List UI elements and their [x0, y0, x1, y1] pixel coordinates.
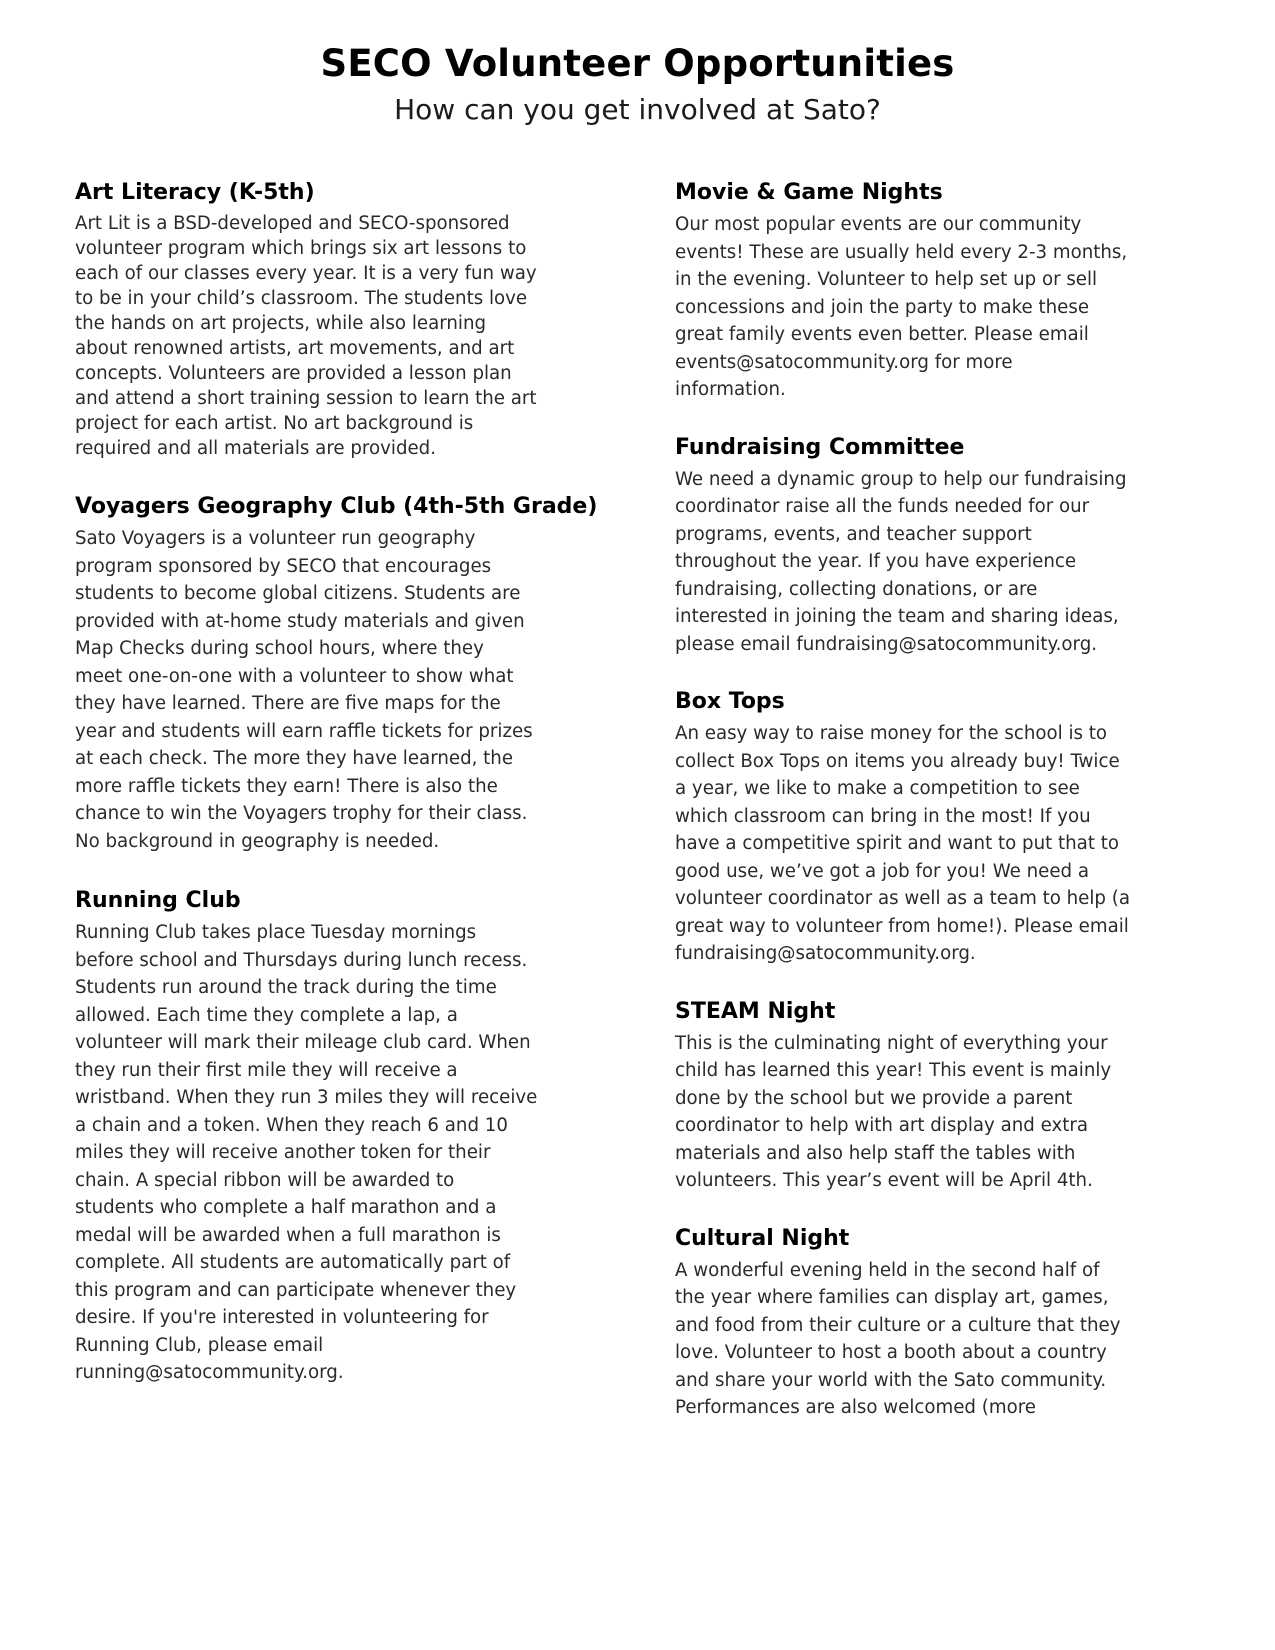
section-heading: Voyagers Geography Club (4th-5th Grade)	[75, 494, 598, 519]
section-heading: Cultural Night	[675, 1225, 850, 1251]
section-body: Running Club takes place Tuesday mornings before school and Thursdays during lunch recess. Students run around the track during the time allowed. Each time they complete a lap, a volunteer will mark their mileage club card. When they run their first mile they will receive a wristband. When they run 3 miles they will receive a chain and a token. When they reach 6 and 10 miles they will receive another token for their chain. A special ribbon will be awarded to students who complete a half marathon and a medal will be awarded when a full marathon is complete. All students are automatically part of this program and can participate whenever they desire. If you're interested in volunteering for Running Club, please email running@satocommunity.org.	[75, 922, 538, 1383]
page-header	[0, 38, 1275, 130]
section-box-tops	[675, 685, 1215, 968]
section-body: Our most popular events are our community events! These are usually held every 2-3 months, in the evening. Volunteer to help set up or sell concessions and join the party to make these great family events even better. Please email events@satocommunity.org for more information.	[675, 214, 1128, 400]
section-body: We need a dynamic group to help our fundraising coordinator raise all the funds needed for our programs, events, and teacher support throughout the year. If you have experience fundraising, collecting donations, or are interested in joining the team and sharing ideas, please email fundraising@satocommunity.org.	[675, 468, 1127, 655]
page-title: SECO Volunteer Opportunities	[320, 42, 955, 85]
section-heading: Movie & Game Nights	[675, 180, 943, 205]
section-steam-night	[675, 995, 1215, 1195]
section-body: Sato Voyagers is a volunteer run geography program sponsored by SECO that encourages students to become global citizens. Students are provided with at-home study materials and given Map Checks during school hours, where they meet one-on-one with a volunteer to show what they have learned. There are five maps for the year and students will earn raffle tickets for prizes at each check. The more they have learned, the more raffle tickets they earn! There is also the chance to win the Voyagers trophy for their class. No background in geography is needed.	[75, 528, 533, 852]
section-heading: Art Literacy (K-5th)	[75, 180, 315, 205]
section-heading: Box Tops	[675, 689, 785, 714]
section-body: Art Lit is a BSD-developed and SECO-sponsored volunteer program which brings six art lessons to each of our classes every year. It is a very fun way to be in your child’s classroom. The students love the hands on art projects, while also learning about renowned artists, art movements, and art concepts. Volunteers are provided a lesson plan and attend a short training session to learn the art project for each artist. No art background is required and all materials are provided.	[75, 213, 537, 459]
section-voyagers-geography-club	[75, 490, 605, 855]
section-body: An easy way to raise money for the school is to collect Box Tops on items you already buy! Twice a year, we like to make a competition to see which classroom can bring in the most! If you have a competitive spirit and want to put that to good use, we’ve got a job for you! We need a volunteer coordinator as well as a team to help (a great way to volunteer from home!). Please email fundraising@satocommunity.org.	[675, 723, 1130, 964]
section-movie-game-nights	[675, 176, 1215, 404]
section-fundraising-committee	[675, 431, 1215, 659]
section-art-literacy	[75, 176, 605, 461]
section-cultural-night	[675, 1222, 1215, 1422]
section-heading: STEAM Night	[675, 998, 836, 1024]
left-column	[75, 176, 605, 1387]
section-heading: Running Club	[75, 888, 241, 913]
right-column	[675, 176, 1215, 1422]
section-body: This is the culminating night of everything your child has learned this year! This event is mainly done by the school but we provide a parent coordinator to help with art display and extra materials and also help staff the tables with volunteers. This year’s event will be April 4th.	[675, 1032, 1112, 1191]
section-heading: Fundraising Committee	[675, 434, 965, 460]
page-subtitle: How can you get involved at Sato?	[394, 93, 881, 126]
section-running-club	[75, 884, 605, 1387]
section-body: A wonderful evening held in the second half of the year where families can display art, games, and food from their culture or a culture that they love. Volunteer to host a booth about a country and share your world with the Sato community. Performances are also welcomed (more	[675, 1259, 1121, 1418]
